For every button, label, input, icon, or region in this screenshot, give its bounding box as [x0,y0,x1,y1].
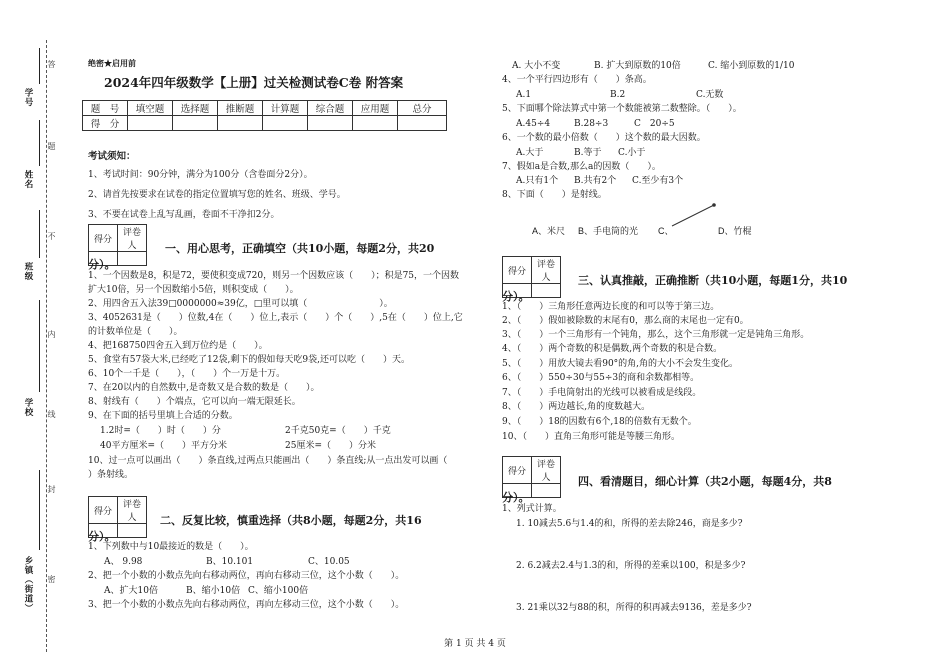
binding-label-township: 乡镇（街道） [23,556,33,613]
grader-score-label: 得分 [89,225,118,252]
question-line: 3. 21乘以32与88的积，所得的积再减去9136，差是多少? [516,603,752,613]
section-title-fill-blank: 一、用心思考，正确填空（共10小题，每题2分，共20 [165,242,435,255]
score-table-header-row [83,101,447,116]
binding-label-school: 学校 [23,398,33,417]
cut-char: 答 [47,60,56,68]
question-line: 9、在下面的括号里填上合适的分数。 [88,411,238,421]
section-title-calculation: 四、看清题目，细心计算（共2小题，每题4分，共8 [578,475,832,488]
score-table-header-cell: 总分 [398,101,447,116]
notice-item: 1、考试时间：90分钟，满分为100分（含卷面分2分）。 [88,170,313,180]
option: C 20÷5 [634,119,675,129]
score-cell [353,116,398,131]
section-title-cont: 分）。 [88,258,116,271]
score-cell [128,116,173,131]
cut-char: 题 [47,142,56,150]
score-table [82,100,447,131]
question-line: 5、下面哪个除法算式中第一个数能被第二数整除。（ ）。 [502,104,742,114]
score-cell [398,116,447,131]
section-title-choice: 二、反复比较，慎重选择（共8小题，每题2分，共16 [160,514,422,527]
question-line: 8、（ ）两边越长,角的度数越大。 [502,402,651,412]
q9-part-a: 1.2时=（ ）时（ ）分 [100,426,221,436]
cut-char: 内 [47,330,56,338]
option: A.1 [516,90,532,100]
option: B、手电筒的光 [578,226,639,236]
grader-score-label: 得分 [503,257,532,284]
grader-reviewer-label: 评卷人 [532,257,561,284]
score-cell [218,116,263,131]
section-title-judgement: 三、认真推敲，正确推断（共10小题，每题1分，共10 [578,274,848,287]
grader-blank [532,284,561,298]
option: C、缩小100倍 [248,586,309,596]
option: A. 大小不变 [512,61,561,71]
question-line: 10、过一点可以画出（ ）条直线,过两点只能画出（ ）条直线;从一点出发可以画（ [88,456,448,466]
binding-dash-line [46,40,47,652]
blank-line-township [39,470,40,550]
option: B、缩小10倍 [186,586,241,596]
question-line: 1、一个因数是8，积是72，要使积变成720，则另一个因数应该（ ）；积是75，一个因数 [88,271,460,281]
score-table-header-cell: 题 号 [83,101,128,116]
secret-tag: 绝密★启用前 [88,58,136,68]
option: B. 扩大到原数的10倍 [594,61,681,71]
score-table-header-cell: 综合题 [308,101,353,116]
q9-part-b: 2千克50克=（ ）千克 [285,426,391,436]
score-cell [173,116,218,131]
question-line: 9、（ ）18的因数有6个,18的倍数有无数个。 [502,417,697,427]
grader-reviewer-label: 评卷人 [118,497,147,524]
grader-score-label: 得分 [503,457,532,484]
grader-blank [532,484,561,498]
page-title: 2024年四年级数学【上册】过关检测试卷C卷 附答案 [104,75,404,90]
option: B.共有2个 [574,176,617,186]
cut-char: 封 [47,485,56,493]
question-line: ）条射线。 [88,470,134,480]
cut-char: 线 [47,410,56,418]
score-table-header-cell: 应用题 [353,101,398,116]
question-line: 3、（ ）一个三角形有一个钝角，那么，这个三角形就一定是钝角三角形。 [502,330,810,340]
option: A.45÷4 [516,119,551,129]
grader-reviewer-label: 评卷人 [118,225,147,252]
score-table-row-label: 得 分 [83,116,128,131]
option: B、10.101 [206,557,254,567]
option: B.等于 [574,148,602,158]
question-line: 扩大10倍，另一个因数缩小5倍，则积变成（ ）。 [88,285,299,295]
question-line: 8、下面（ ）是射线。 [502,190,607,200]
grader-reviewer-label: 评卷人 [532,457,561,484]
option: A.大于 [516,148,544,158]
score-table-header-cell: 选择题 [173,101,218,116]
binding-label-student-id: 学号 [23,88,33,107]
grader-blank [118,252,147,266]
question-line: 5、（ ）用放大镜去看90°的角,角的大小不会发生变化。 [502,359,739,369]
question-line: 2、把一个小数的小数点先向右移动两位，再向右移动三位，这个小数（ ）。 [88,571,405,581]
question-line: 3、4052631是（ ）位数,4在（ ）位上,表示（ ）个（ ）,5在（ ）位上,它 [88,313,463,323]
option: B.28÷3 [574,119,609,129]
score-table-header-cell: 推断题 [218,101,263,116]
blank-line-class [39,210,40,258]
section-title-cont: 分）。 [502,491,530,504]
option: A、扩大10倍 [104,586,158,596]
question-line: 4、把168750四舍五入到万位约是（ ）。 [88,341,268,351]
option: C.至少有3个 [632,176,684,186]
section-title-cont: 分）。 [502,290,530,303]
score-table-score-row [83,116,447,131]
option: D、竹棍 [718,226,752,236]
option: B.2 [610,90,626,100]
question-line: 1、下列数中与10最接近的数是（ ）。 [88,542,254,552]
grader-blank [118,524,147,538]
cut-char: 密 [47,575,56,583]
grader-score-label: 得分 [89,497,118,524]
question-line: 6、（ ）550÷30与55÷3的商和余数都相等。 [502,373,700,383]
question-line: 2、用四舍五入法39□0000000≈39亿，□里可以填（ ）。 [88,299,393,309]
notice-title: 考试须知： [88,151,136,162]
blank-line-name [39,120,40,166]
score-table-header-cell: 计算题 [263,101,308,116]
question-line: 2、（ ）假如被除数的末尾有0，那么商的末尾也一定有0。 [502,316,749,326]
question-line: 5、食堂有57袋大米,已经吃了12袋,剩下的假如每天吃9袋,还可以吃（ ）天。 [88,355,410,365]
score-cell [263,116,308,131]
score-table-header-cell: 填空题 [128,101,173,116]
blank-line-student-id [39,48,40,84]
option: A.只有1个 [516,176,559,186]
question-line: 7、在20以内的自然数中,是奇数又是合数的数是（ ）。 [88,383,320,393]
question-line: 7、（ ）手电筒射出的光线可以被看成是线段。 [502,388,702,398]
option: C、10.05 [308,557,350,567]
blank-line-school [39,300,40,392]
notice-item: 3、不要在试卷上乱写乱画，卷面不干净扣2分。 [88,210,280,220]
ray-figure [668,200,720,230]
option: C、 [658,226,674,236]
option: C. 缩小到原数的1/10 [708,61,795,71]
q9-part-c: 40平方厘米=（ ）平方分米 [100,441,227,451]
question-line: 4、（ ）两个奇数的积是偶数,两个奇数的积是合数。 [502,344,723,354]
question-line: 的计数单位是（ ）。 [88,327,183,337]
question-line: 1、列式计算。 [502,504,562,514]
question-line: 8、射线有（ ）个端点，它可以向一端无限延长。 [88,397,301,407]
question-line: 2. 6.2减去2.4与1.3的和，所得的差乘以100，积是多少? [516,561,746,571]
binding-label-name: 姓名 [23,170,33,189]
option: A、米尺 [532,226,566,236]
question-line: 4、一个平行四边形有（ ）条高。 [502,75,652,85]
option: C.无数 [696,90,724,100]
question-line: 1、（ ）三角形任意两边长度的和可以等于第三边。 [502,302,720,312]
question-line: 6、一个数的最小倍数（ ）这个数的最大因数。 [502,133,706,143]
notice-item: 2、请首先按要求在试卷的指定位置填写您的姓名、班级、学号。 [88,190,346,200]
q9-part-d: 25厘米=（ ）分米 [285,441,376,451]
question-line: 7、假如a是合数,那么a的因数（ ）。 [502,162,661,172]
score-cell [308,116,353,131]
question-line: 10、（ ）直角三角形可能是等腰三角形。 [502,432,680,442]
option: A、 9.98 [104,557,143,567]
section-title-cont: 分）。 [88,530,116,543]
cut-char: 不 [47,232,56,240]
page-footer: 第 1 页 共 4 页 [444,639,506,649]
question-line: 6、10个一千是（ ），（ ）个一万是十万。 [88,369,286,379]
option: C.小于 [618,148,646,158]
question-line: 1. 10减去5.6与1.4的和，所得的差去除246，商是多少? [516,519,743,529]
binding-label-class: 班级 [23,262,33,281]
question-line: 3、把一个小数的小数点先向右移动两位，再向左移动三位，这个小数（ ）。 [88,600,405,610]
